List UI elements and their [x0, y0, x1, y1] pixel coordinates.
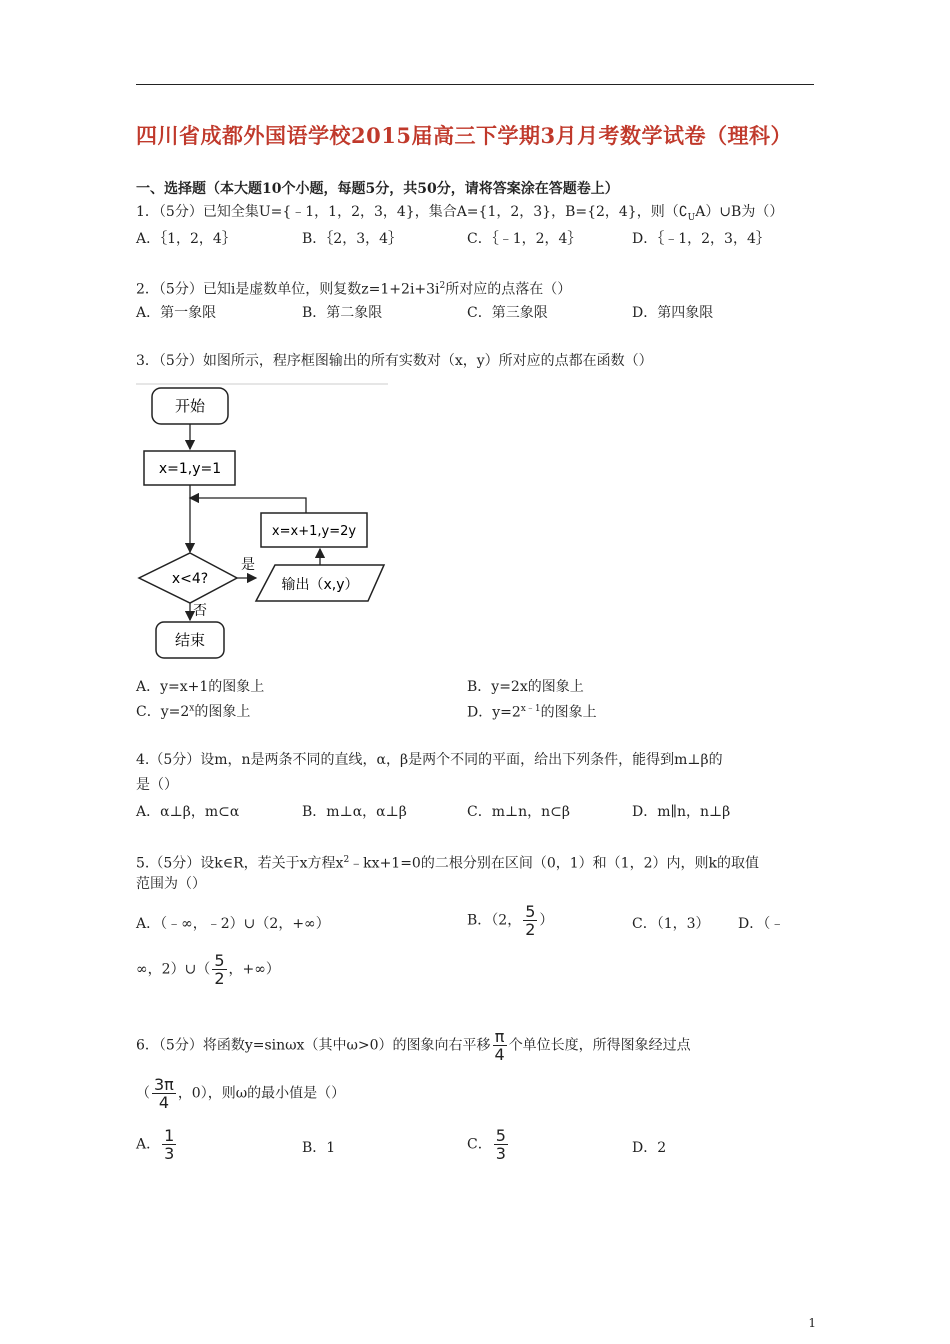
question-2-stem: 2．（5分）已知i是虚数单位，则复数$z=1+2i+3i^2$所对应的点落在（） — [136, 281, 572, 298]
flow-update-label: x=x+1,y=2y — [271, 524, 357, 539]
flow-loop-arrow — [190, 498, 306, 513]
q3-option-a: A．y=x+1的图象上 — [136, 679, 265, 695]
question-3-stem: 3．（5分）如图所示，程序框图输出的所有实数对（x，y）所对应的点都在函数（） — [136, 353, 653, 369]
question-1-stem: 1．（5分）已知全集U={﹣1，1，2，3，4}，集合A={1，2，3}，B={2，4}，则$(∁_UA)\cup B$为（） — [136, 204, 784, 223]
q6-option-a: A． $\frac{1}{3}$ — [136, 1126, 175, 1163]
question-4-line-1: 4.（5分）设m，n是两条不同的直线，α，β是两个不同的平面，给出下列条件，能得到m⊥β的 — [136, 752, 723, 768]
q1-option-c: C．｛﹣1，2，4｝ — [467, 231, 582, 247]
q2-option-b: B．第二象限 — [302, 305, 383, 321]
flow-start-label: 开始 — [174, 397, 206, 415]
q1-option-d: D．｛﹣1，2，3，4｝ — [632, 231, 770, 247]
section-heading: 一、选择题（本大题10个小题，每题5分，共50分，请将答案涂在答题卷上） — [136, 181, 619, 197]
q1-option-a: A．｛1，2，4｝ — [136, 231, 236, 247]
question-6-line-2: （ $\frac{3\pi}{4}$ ，0），则ω的最小值是（） — [136, 1075, 346, 1112]
q5-option-a: A．（﹣∞，﹣2）∪（2，+∞） — [136, 916, 330, 932]
question-5-line-2: 范围为（） — [136, 876, 206, 892]
q4-option-d: D．m∥n，n⊥β — [632, 804, 731, 820]
q6-option-b: B．1 — [302, 1140, 336, 1156]
question-6-line-1: 6．（5分）将函数y=sinωx（其中ω>0）的图象向右平移 $\frac{\pi}{4}$ 个单位长度，所得图象经过点 — [136, 1027, 691, 1064]
q4-option-c: C．m⊥n，n⊂β — [467, 804, 571, 820]
flow-no-label: 否 — [193, 603, 207, 619]
flowchart — [136, 382, 388, 664]
flow-output-label: 输出（x,y） — [281, 577, 359, 593]
flow-condition-label: x<4? — [171, 571, 209, 587]
page-title: 四川省成都外国语学校2015届高三下学期3月月考数学试卷（理科） — [136, 123, 793, 148]
flow-init-label: x=1,y=1 — [158, 461, 222, 477]
q2-option-c: C．第三象限 — [467, 305, 548, 321]
top-rule — [136, 84, 814, 85]
question-5-line-1: 5.（5分）设k∈R，若关于x方程$x^2﹣kx+1=0$的二根分别在区间（0，1）和（1，2）内，则k的取值 — [136, 855, 759, 872]
q4-option-a: A．α⊥β，m⊂α — [136, 804, 240, 820]
q5-option-b: B．（2， $\frac{5}{2}$ ） — [467, 902, 554, 939]
page-number: 1 — [808, 1316, 816, 1330]
q3-option-c: C．$y=2^x$的图象上 — [136, 703, 251, 720]
q2-option-d: D．第四象限 — [632, 305, 714, 321]
q6-option-c: C． $\frac{5}{3}$ — [467, 1126, 506, 1163]
q3-option-d: D．$y=2^{x﹣1}$的图象上 — [467, 704, 597, 721]
flow-yes-label: 是 — [241, 557, 255, 573]
q5-option-d-continued: ∞，2）∪（ $\frac{5}{2}$ ，+∞） — [136, 951, 280, 988]
q1-option-b: B．｛2，3，4｝ — [302, 231, 403, 247]
q2-option-a: A．第一象限 — [136, 305, 217, 321]
q5-option-d: D．（﹣ — [738, 916, 785, 932]
flow-end-label: 结束 — [174, 631, 206, 649]
question-4-line-2: 是（） — [136, 777, 178, 793]
q5-option-c: C．（1，3） — [632, 916, 710, 932]
q3-option-b: B．y=2x的图象上 — [467, 679, 584, 695]
q4-option-b: B．m⊥α，α⊥β — [302, 804, 407, 820]
q6-option-d: D．2 — [632, 1140, 667, 1156]
